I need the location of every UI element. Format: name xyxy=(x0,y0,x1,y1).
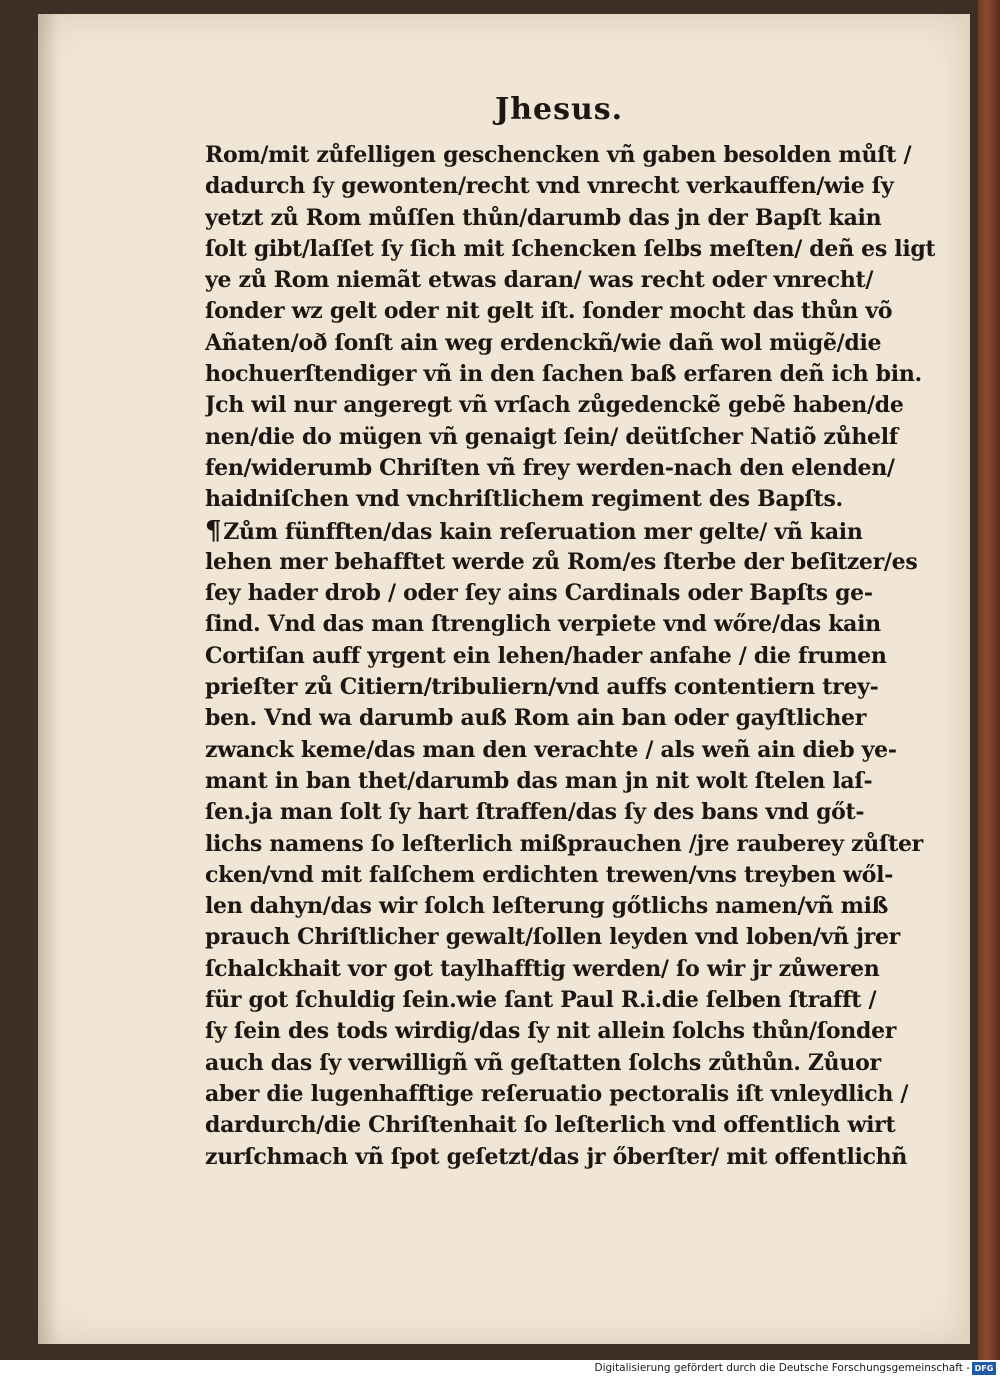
text-line: lehen mer behafftet werde zů Rom/es ſterbe der beſitzer/es xyxy=(205,548,918,575)
text-line: auch das ſy verwilligñ vñ geſtatten ſolchs zůthůn. Zůuor xyxy=(205,1049,881,1076)
text-line: für got ſchuldig ſein.wie ſant Paul R.i.die ſelben ſtrafft / xyxy=(205,987,877,1014)
text-line: nen/die do mügen vñ genaigt ſein/ deütſcher Natiõ zůhelf xyxy=(205,423,898,450)
text-line: Jch wil nur angeregt vñ vrſach zůgedenckẽ gebẽ haben/de xyxy=(205,392,904,419)
text-line: fen/widerumb Chriſten vñ frey werden-nach den elenden/ xyxy=(205,454,895,481)
text-line: dadurch ſy gewonten/recht vnd vnrecht verkauffen/wie ſy xyxy=(205,173,894,200)
page-headline: Jhesus. xyxy=(495,92,624,127)
text-line: ſey hader drob / oder ſey ains Cardinals oder Bapſts ge- xyxy=(205,580,873,607)
text-line: ye zů Rom niemãt etwas daran/ was recht oder vnrecht/ xyxy=(205,267,874,294)
body-text xyxy=(205,140,935,1173)
funding-credit: Digitalisierung gefördert durch die Deutsche Forschungsgemeinschaft - xyxy=(594,1362,970,1374)
text-line: zurſchmach vñ ſpot geſetzt/das jr őberſter/ mit offentlichñ xyxy=(205,1143,908,1170)
text-line: ſind. Vnd das man ſtrenglich verpiete vnd wőre/das kain xyxy=(205,611,881,638)
gutter-shadow xyxy=(38,14,58,1344)
text-line: Rom/mit zůfelligen geschencken vñ gaben besolden můſt / xyxy=(205,142,912,168)
text-line: ſolt gibt/laſſet ſy ſich mit ſchencken ſelbs meſten/ deñ es ligt xyxy=(205,235,935,262)
text-line: ſy ſein des tods wirdig/das ſy nit allein ſolchs thůn/ſonder xyxy=(205,1018,897,1045)
text-line: haidniſchen vnd vnchriſtlichem regiment des Bapſts. xyxy=(205,486,843,513)
dfg-logo: DFG xyxy=(972,1362,996,1375)
text-line: lichs namens ſo leſterlich mißprauchen /jre rauberey zůſter xyxy=(205,830,923,857)
text-line: hochuerſtendiger vñ in den ſachen baß erfaren deñ ich bin. xyxy=(205,361,922,388)
binding-edge xyxy=(978,0,1000,1360)
text-line: prauch Chriſtlicher gewalt/ſollen leyden vnd loben/vñ jrer xyxy=(205,924,900,951)
text-line: mant in ban thet/darumb das man jn nit wolt ſtelen laſ- xyxy=(205,767,873,794)
text-line: len dahyn/das wir ſolch leſterung gőtlichs namen/vñ miß xyxy=(205,893,889,920)
text-line: yetzt zů Rom můſſen thůn/darumb das jn der Bapſt kain xyxy=(205,204,882,231)
text-line: dardurch/die Chriſtenhait ſo leſterlich vnd offentlich wirt xyxy=(205,1112,896,1139)
text-line-paragraph-start xyxy=(205,516,935,547)
text-line: Añaten/oð ſonſt ain weg erdenckñ/wie dañ wol mügẽ/die xyxy=(205,329,882,356)
text-line: ſchalckhait vor got taylhafftig werden/ ſo wir jr zůweren xyxy=(205,955,880,982)
text-line: ſen.ja man ſolt ſy hart ſtraffen/das ſy des bans vnd gőt- xyxy=(205,799,865,826)
text-line: prieſter zů Citiern/tribuliern/vnd auffs contentiern trey- xyxy=(205,674,879,701)
text-line: ben. Vnd wa darumb auß Rom ain ban oder gayſtlicher xyxy=(205,705,867,732)
text-line-content: Zům fünfften/das kain reſeruation mer gelte/ vñ kain xyxy=(223,518,863,545)
text-line: ſonder wz gelt oder nit gelt iſt. ſonder mocht das thůn võ xyxy=(205,298,893,325)
text-line: cken/vnd mit falſchem erdichten trewen/vns treyben wől- xyxy=(205,861,894,888)
paragraph-mark-icon: ¶ xyxy=(205,515,222,546)
text-line: zwanck keme/das man den verachte / als weñ ain dieb ye- xyxy=(205,736,897,763)
text-line: Cortiſan auff yrgent ein lehen/hader anfahe / die frumen xyxy=(205,642,887,669)
text-line: aber die lugenhafftige reſeruatio pectoralis iſt vnleydlich / xyxy=(205,1080,909,1107)
